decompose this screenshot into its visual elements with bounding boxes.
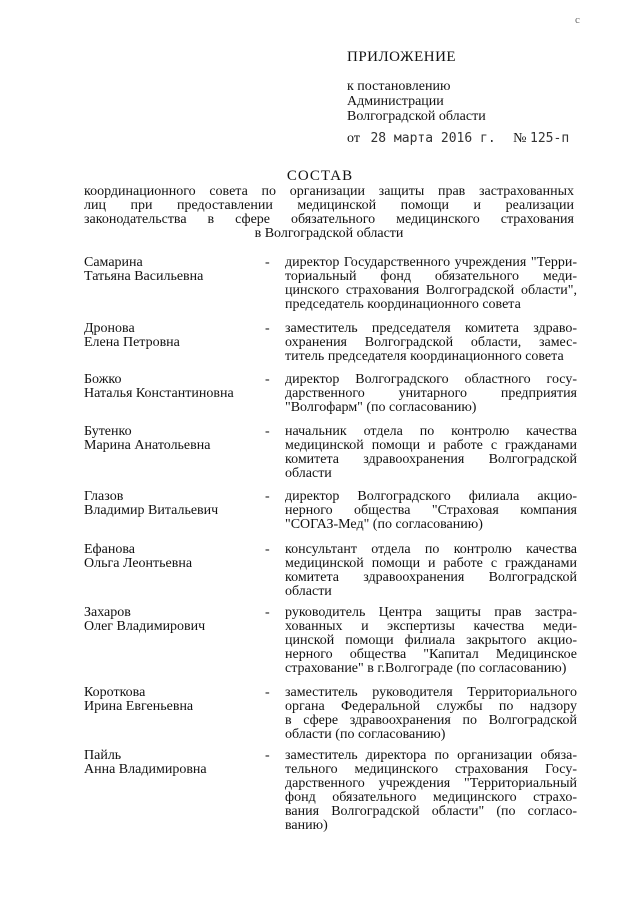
- member-dash: -: [265, 489, 270, 504]
- member-given-name: Елена Петровна: [84, 335, 180, 350]
- decree-date: 28 марта 2016 г.: [370, 131, 496, 146]
- member-role-line: медицинской помощи и работе с гражданами: [285, 438, 577, 453]
- member-surname: Ефанова: [84, 542, 135, 557]
- member-role-line: фонд обязательного медицинского страхо-: [285, 790, 577, 805]
- member-surname: Бутенко: [84, 424, 132, 439]
- member-dash: -: [265, 424, 270, 439]
- member-role: [285, 322, 577, 364]
- member-role-line: консультант отдела по контролю качества: [285, 542, 577, 557]
- member-role-line: органа Федеральной службы по надзору: [285, 699, 577, 714]
- member-role-line: дарственного учреждения "Территориальный: [285, 776, 577, 791]
- member-dash: -: [265, 685, 270, 700]
- member-role-line: в сфере здравоохранения по Волгоградской: [285, 713, 577, 728]
- member-role-line: начальник отдела по контролю качества: [285, 424, 577, 439]
- member-name: [84, 749, 264, 777]
- member-surname: Дронова: [84, 321, 135, 336]
- member-role-line: директор Волгоградского филиала акцио-: [285, 489, 577, 504]
- member-dash: -: [265, 255, 270, 270]
- decree-line: [347, 131, 569, 147]
- member-role-line: ванию): [285, 818, 328, 833]
- member-surname: Глазов: [84, 489, 124, 504]
- member-given-name: Татьяна Васильевна: [84, 269, 204, 284]
- decree-number: 125-п: [530, 131, 570, 146]
- member-role-line: заместитель председателя комитета здраво-: [285, 321, 577, 336]
- member-role: [285, 543, 577, 599]
- member-surname: Божко: [84, 372, 122, 387]
- member-name: [84, 490, 264, 518]
- member-given-name: Ирина Евгеньевна: [84, 699, 194, 714]
- member-given-name: Марина Анатольевна: [84, 438, 211, 453]
- member-role-line: комитета здравоохранения Волгоградской: [285, 452, 577, 467]
- member-role-line: дарственного унитарного предприятия: [285, 386, 577, 401]
- member-given-name: Наталья Константиновна: [84, 386, 234, 401]
- member-role: [285, 749, 577, 833]
- appendix-line: к постановлению: [347, 79, 451, 94]
- member-name: [84, 425, 264, 453]
- member-role: [285, 425, 577, 481]
- member-role-line: цинской помощи филиала закрытого акцио-: [285, 633, 577, 648]
- member-surname: Короткова: [84, 685, 146, 700]
- member-role-line: титель председателя координационного совета: [285, 349, 564, 364]
- member-dash: -: [265, 748, 270, 763]
- member-given-name: Ольга Леонтьевна: [84, 556, 193, 571]
- member-role-line: заместитель директора по организации обяза-: [285, 748, 577, 763]
- member-role: [285, 256, 577, 312]
- member-dash: -: [265, 372, 270, 387]
- member-role-line: ториальный фонд обязательного меди-: [285, 269, 577, 284]
- member-name: [84, 606, 264, 634]
- member-role-line: хованных и экспертизы качества меди-: [285, 619, 577, 634]
- member-dash: -: [265, 605, 270, 620]
- decree-number-label: №: [513, 131, 527, 146]
- member-role: [285, 606, 577, 676]
- member-dash: -: [265, 542, 270, 557]
- description-line: лиц при предоставлении медицинской помощи и реализации: [84, 198, 574, 213]
- appendix-line: Волгоградской области: [347, 109, 486, 124]
- description-line: в Волгоградской области: [254, 226, 404, 241]
- member-given-name: Анна Владимировна: [84, 762, 207, 777]
- page-mark: с: [575, 14, 580, 26]
- member-role-line: директор Волгоградского областного госу-: [285, 372, 577, 387]
- document-heading: СОСТАВ: [286, 168, 354, 184]
- member-dash: -: [265, 321, 270, 336]
- member-name: [84, 322, 264, 350]
- member-role-line: области: [285, 466, 332, 481]
- description-line: координационного совета по организации защиты прав застрахованных: [84, 184, 574, 199]
- member-role: [285, 686, 577, 742]
- member-role-line: охранения Волгоградской области, замес-: [285, 335, 577, 350]
- member-given-name: Владимир Витальевич: [84, 503, 219, 518]
- member-role-line: вания Волгоградской области" (по согласо-: [285, 804, 577, 819]
- member-role-line: цинского страхования Волгоградской области",: [285, 283, 577, 298]
- description-line: законодательства в сфере обязательного медицинского страхования: [84, 212, 574, 227]
- member-role-line: председатель координационного совета: [285, 297, 521, 312]
- member-role-line: руководитель Центра защиты прав застра-: [285, 605, 577, 620]
- member-role-line: нерного общества "Капитал Медицинское: [285, 647, 577, 662]
- appendix-title: ПРИЛОЖЕНИЕ: [347, 49, 457, 65]
- decree-from-label: от: [347, 131, 360, 146]
- member-name: [84, 256, 264, 284]
- member-surname: Пайль: [84, 748, 122, 763]
- member-role-line: "СОГАЗ-Мед" (по согласованию): [285, 517, 483, 532]
- member-role: [285, 373, 577, 415]
- appendix-block: [347, 50, 486, 124]
- member-surname: Самарина: [84, 255, 143, 270]
- council-description: [84, 185, 574, 241]
- member-role-line: области (по согласованию): [285, 727, 446, 742]
- member-role-line: тельного медицинского страхования Госу-: [285, 762, 577, 777]
- member-role-line: медицинской помощи и работе с гражданами: [285, 556, 577, 571]
- member-role-line: страхование" в г.Волгограде (по согласованию): [285, 661, 567, 676]
- member-name: [84, 373, 264, 401]
- member-role-line: области: [285, 584, 332, 599]
- member-role-line: директор Государственного учреждения "Терри-: [285, 255, 577, 270]
- member-name: [84, 686, 264, 714]
- member-role-line: комитета здравоохранения Волгоградской: [285, 570, 577, 585]
- member-given-name: Олег Владимирович: [84, 619, 206, 634]
- member-role-line: нерного общества "Страховая компания: [285, 503, 577, 518]
- member-role-line: заместитель руководителя Территориального: [285, 685, 577, 700]
- appendix-line: Администрации: [347, 94, 444, 109]
- member-name: [84, 543, 264, 571]
- member-role-line: "Волгофарм" (по согласованию): [285, 400, 477, 415]
- member-role: [285, 490, 577, 532]
- member-surname: Захаров: [84, 605, 131, 620]
